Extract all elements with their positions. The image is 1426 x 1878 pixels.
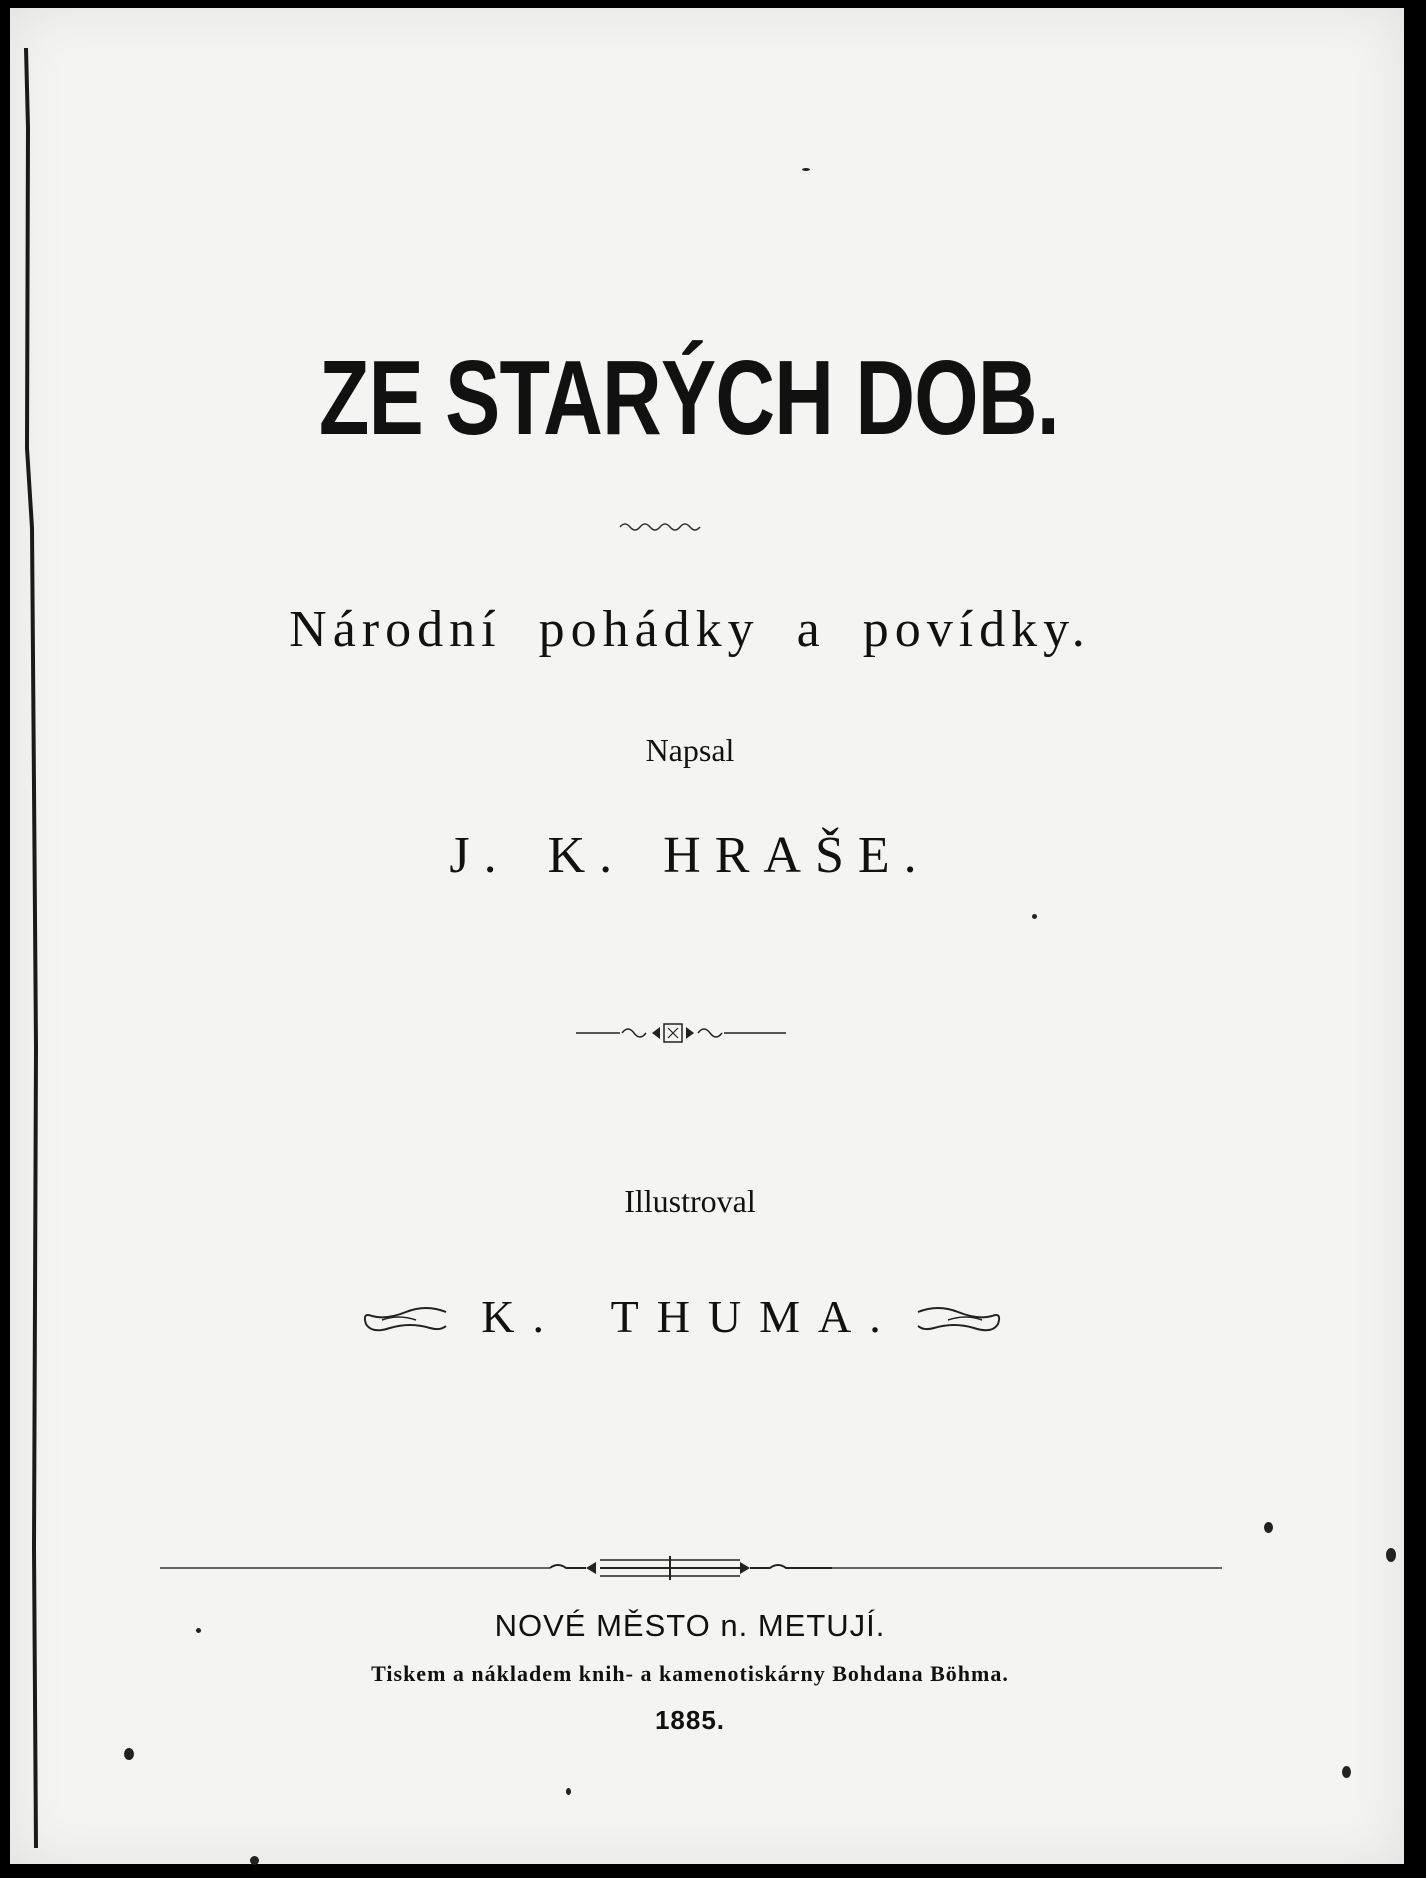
ornamental-divider: [10, 1018, 1370, 1048]
left-flourish-ornament: [362, 1304, 448, 1334]
publication-year: 1885.: [654, 1705, 726, 1735]
paper-speck: [1342, 1766, 1351, 1778]
imprint-rule-ornament: [160, 1548, 1222, 1588]
illustrator-label: Illustroval: [624, 1183, 756, 1219]
book-title: ZE STARÝCH DOB.: [318, 339, 1059, 457]
book-subtitle: Národní pohádky a povídky.: [289, 601, 1091, 658]
paper-speck: [250, 1856, 259, 1865]
book-title-page: [10, 8, 1404, 1864]
wavy-divider: [10, 520, 1370, 534]
paper-speck: [1386, 1548, 1396, 1562]
author-name: J. K. HRAŠE.: [449, 827, 931, 884]
paper-speck: [196, 1628, 201, 1633]
paper-speck: [1264, 1522, 1273, 1533]
printer-imprint: Tiskem a nákladem knih- a kamenotiskárny Bohdana Böhma.: [371, 1661, 1009, 1686]
paper-speck: [802, 168, 810, 171]
illustrator-name: K. THUMA.: [481, 1291, 899, 1342]
right-flourish-ornament: [916, 1304, 1002, 1334]
paper-speck: [1032, 914, 1037, 919]
paper-speck: [124, 1748, 134, 1760]
paper-speck: [566, 1788, 571, 1795]
publication-place: NOVÉ MĚSTO n. METUJÍ.: [494, 1608, 886, 1643]
page-binding-edge: [24, 48, 38, 1848]
author-label: Napsal: [645, 732, 735, 768]
